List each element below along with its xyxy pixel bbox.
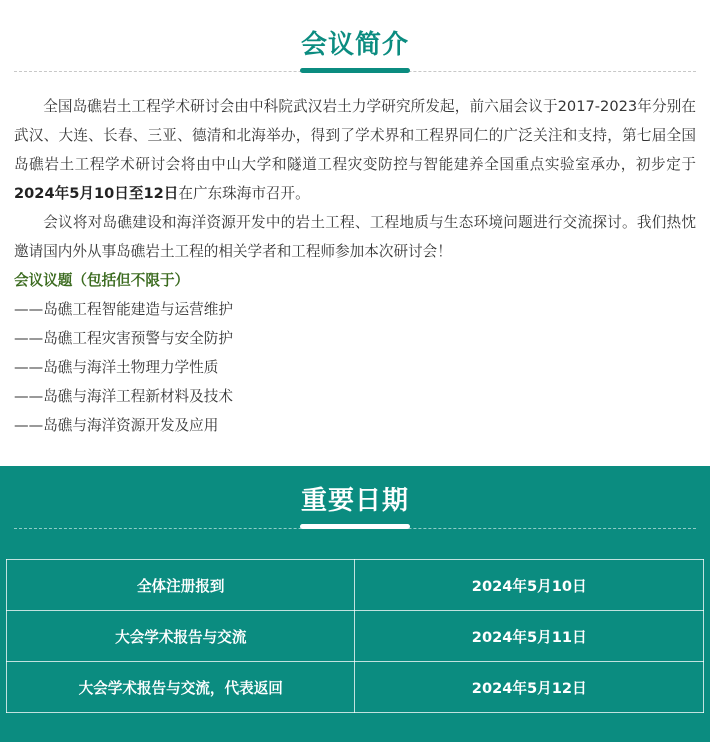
date-cell: 2024年5月11日: [355, 611, 704, 662]
intro-title: 会议简介: [300, 30, 409, 60]
topic-item: ——岛礁工程灾害预警与安全防护: [14, 330, 233, 347]
dates-table: [6, 559, 704, 713]
intro-p1-text-b: 在广东珠海市召开。: [178, 185, 310, 202]
intro-title-wrap: [0, 28, 710, 62]
topic-item: ——岛礁与海洋工程新材料及技术: [14, 388, 233, 405]
topic-item: ——岛礁与海洋土物理力学性质: [14, 359, 219, 376]
conference-date-highlight: 2024年5月10日至12日: [14, 185, 179, 202]
date-cell: 2024年5月10日: [355, 560, 704, 611]
intro-paragraph-1: [14, 92, 696, 208]
dates-title-underline: [300, 524, 410, 529]
dates-title-wrap: [0, 484, 710, 518]
event-cell: 大会学术报告与交流，代表返回: [7, 662, 355, 713]
intro-body: [14, 92, 696, 440]
intro-title-underline: [300, 68, 410, 73]
topic-item: ——岛礁工程智能建造与运营维护: [14, 301, 233, 318]
important-dates-section: [0, 466, 710, 742]
table-row: [7, 560, 704, 611]
dates-title: 重要日期: [300, 486, 409, 516]
topic-item: ——岛礁与海洋资源开发及应用: [14, 417, 219, 434]
table-row: [7, 611, 704, 662]
intro-p1-text-a: 全国岛礁岩土工程学术研讨会由中科院武汉岩土力学研究所发起，前六届会议于2017-2023年分别在武汉、大连、长春、三亚、德清和北海举办，得到了学术界和工程界同仁的广泛关注和支持，第七届全国岛礁岩土工程学术研讨会将由中山大学和隧道工程灾变防控与智能建养全国重点实验室承办，初步定于: [14, 98, 696, 173]
date-cell: 2024年5月12日: [355, 662, 704, 713]
topics-heading: 会议议题（包括但不限于）: [14, 272, 190, 289]
intro-paragraph-2: 会议将对岛礁建设和海洋资源开发中的岩土工程、工程地质与生态环境问题进行交流探讨。我们热忱邀请国内外从事岛礁岩土工程的相关学者和工程师参加本次研讨会！: [14, 214, 696, 260]
table-row: [7, 662, 704, 713]
event-cell: 大会学术报告与交流: [7, 611, 355, 662]
event-cell: 全体注册报到: [7, 560, 355, 611]
